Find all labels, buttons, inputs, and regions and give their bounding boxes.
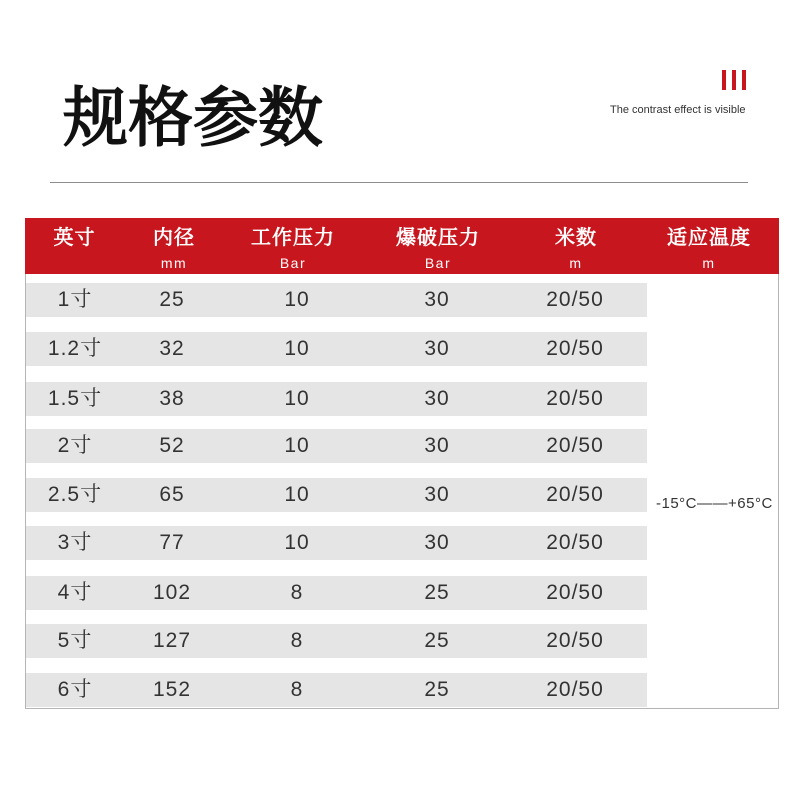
size-inch-cell: 1寸	[57, 288, 93, 311]
column-header-label: 爆破压力	[396, 225, 480, 249]
size-inch-cell: 1.5寸	[47, 387, 103, 410]
column-header-unit: Bar	[424, 255, 452, 271]
column-header-unit: mm	[160, 255, 188, 271]
size-inch-cell: 3寸	[57, 531, 93, 554]
column-header-unit: Bar	[279, 255, 307, 271]
burst-pressure-cell: 25	[424, 678, 450, 701]
header-divider	[50, 182, 748, 183]
decorative-bars-icon	[722, 70, 748, 90]
size-inch-cell: 4寸	[57, 581, 93, 604]
working-pressure-cell: 10	[284, 337, 310, 360]
length-cell: 20/50	[546, 581, 604, 604]
size-inch-cell: 6寸	[57, 678, 93, 701]
length-cell: 20/50	[546, 288, 604, 311]
column-header-inner-diameter	[124, 218, 224, 274]
burst-pressure-cell: 30	[424, 531, 450, 554]
column-header-unit: m	[702, 255, 716, 271]
inner-diameter-cell: 127	[152, 629, 192, 652]
table-header	[25, 218, 779, 274]
working-pressure-cell: 8	[290, 629, 304, 652]
length-cell: 20/50	[546, 531, 604, 554]
inner-diameter-cell: 32	[159, 337, 185, 360]
table-row	[26, 332, 647, 366]
working-pressure-cell: 10	[284, 288, 310, 311]
length-cell: 20/50	[546, 678, 604, 701]
inner-diameter-cell: 38	[159, 387, 185, 410]
table-row	[26, 478, 647, 512]
length-cell: 20/50	[546, 387, 604, 410]
accent-bar	[732, 70, 736, 90]
column-header-label: 英寸	[53, 225, 96, 249]
inner-diameter-cell: 65	[159, 483, 185, 506]
burst-pressure-cell: 30	[424, 434, 450, 457]
inner-diameter-cell: 152	[152, 678, 192, 701]
size-inch-cell: 2.5寸	[47, 483, 103, 506]
working-pressure-cell: 8	[290, 581, 304, 604]
table-row	[26, 526, 647, 560]
table-row	[26, 576, 647, 610]
burst-pressure-cell: 25	[424, 581, 450, 604]
column-header-label: 内径	[153, 225, 195, 249]
column-header-temperature	[649, 218, 769, 274]
table-row	[26, 673, 647, 707]
spec-table	[25, 218, 779, 709]
column-header-length	[516, 218, 636, 274]
column-header-burst-pressure	[378, 218, 498, 274]
burst-pressure-cell: 25	[424, 629, 450, 652]
inner-diameter-cell: 25	[159, 288, 185, 311]
table-row	[26, 283, 647, 317]
column-header-label: 适应温度	[667, 225, 751, 249]
inner-diameter-cell: 102	[152, 581, 192, 604]
column-header-inch	[25, 218, 124, 274]
burst-pressure-cell: 30	[424, 337, 450, 360]
burst-pressure-cell: 30	[424, 387, 450, 410]
column-header-label: 米数	[555, 225, 597, 249]
page-title: 规格参数	[63, 81, 324, 156]
column-header-unit: m	[569, 255, 583, 271]
tagline: The contrast effect is visible	[610, 104, 746, 116]
table-row	[26, 429, 647, 463]
size-inch-cell: 5寸	[57, 629, 93, 652]
table-row	[26, 624, 647, 658]
burst-pressure-cell: 30	[424, 483, 450, 506]
size-inch-cell: 1.2寸	[47, 337, 103, 360]
working-pressure-cell: 10	[284, 483, 310, 506]
working-pressure-cell: 10	[284, 434, 310, 457]
size-inch-cell: 2寸	[57, 434, 93, 457]
accent-bar	[722, 70, 726, 90]
column-header-label: 工作压力	[251, 225, 335, 249]
length-cell: 20/50	[546, 629, 604, 652]
burst-pressure-cell: 30	[424, 288, 450, 311]
accent-bar	[742, 70, 746, 90]
working-pressure-cell: 10	[284, 531, 310, 554]
working-pressure-cell: 8	[290, 678, 304, 701]
length-cell: 20/50	[546, 434, 604, 457]
inner-diameter-cell: 52	[159, 434, 185, 457]
temperature-range-cell: -15°C——+65°C	[656, 495, 773, 512]
working-pressure-cell: 10	[284, 387, 310, 410]
inner-diameter-cell: 77	[159, 531, 185, 554]
column-header-working-pressure	[233, 218, 353, 274]
length-cell: 20/50	[546, 483, 604, 506]
table-row	[26, 382, 647, 416]
length-cell: 20/50	[546, 337, 604, 360]
